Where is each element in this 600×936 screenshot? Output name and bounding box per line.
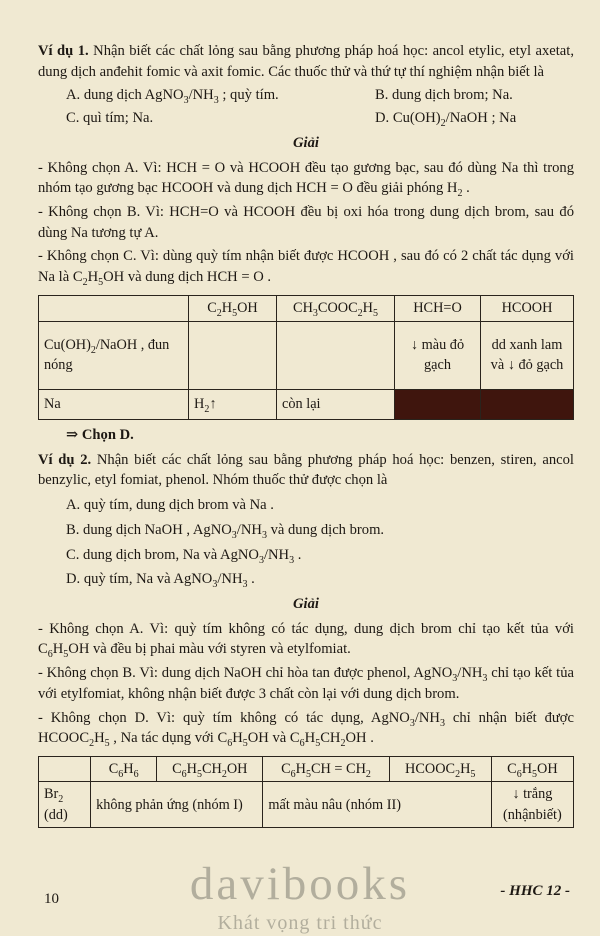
example1-options-row1 (38, 85, 574, 106)
page-number: 10 (44, 890, 59, 907)
example1-table-row-cuoh2 (39, 321, 574, 389)
example1-table (38, 295, 574, 420)
example2-option-d: D. quỳ tím, Na và $AgNO_3/NH_3$ . (66, 571, 255, 591)
redacted-cell (481, 389, 574, 419)
example2-table-header-row (39, 756, 574, 781)
watermark-slogan-text: Khát vọng tri thức (217, 912, 383, 934)
table-header-cell-phenol: $C_6H_5OH$ (491, 756, 573, 781)
table-header-cell-hcho: HCH=O (395, 295, 481, 321)
table-cell-reagent: Na (39, 389, 189, 419)
example1-reject-c: - Không chọn C. Vì: dùng quỳ tím nhận biết được HCOOH , sau đó có 2 chất tác dụng với Na là $C_2H_5OH$ và dung dịch HCH = O . (38, 248, 574, 289)
table-header-cell-hcooh: HCOOH (481, 295, 574, 321)
example2-option-b: B. dung dịch NaOH , $AgNO_3/NH_3$ và dung dịch brom. (66, 521, 385, 541)
table-header-cell-empty (39, 295, 189, 321)
example1-reject-b: - Không chọn B. Vì: HCH=O và HCOOH đều bị oxi hóa trong dung dịch brom, sau đó dùng Na tương tự A. (38, 204, 574, 241)
watermark-brand-text: davibooks (189, 858, 411, 911)
table-header-cell-c2h5oh: $C_2H_5OH$ (189, 295, 277, 321)
example2-intro-text: Nhận biết các chất lỏng sau bằng phương pháp hoá học: benzen, stiren, ancol benzylic, etyl fomiat, phenol. Nhóm thuốc thử được chọn là (38, 451, 574, 489)
example2-reject-d: - Không chọn D. Vì: quỳ tím không có tác dụng, $AgNO_3/NH_3$ chỉ nhận biết được $HCOOC_2H_5$ , Na tác dụng với $C_6H_5OH$ và $C_6H_5CH_2OH$ . (38, 709, 574, 750)
example2-reject-b: - Không chọn B. Vì: dung dịch NaOH chỉ hòa tan được phenol, $AgNO_3/NH_3$ chỉ tạo kết tủa với etylfomiat, không nhận biết được 3 chất còn lại với dung dịch brom. (38, 665, 574, 702)
table-cell-h2-gas: $H_2↑$ (189, 389, 277, 419)
example1-table-row-na (39, 389, 574, 419)
example1-answer: ⇒ Chọn D. (66, 426, 134, 443)
table-cell-group2-decolorize: mất màu nâu (nhóm II) (263, 782, 491, 828)
example2-problem (38, 450, 574, 491)
example1-section (38, 41, 574, 446)
example1-option-c: C. quì tím; Na. (66, 110, 154, 127)
example1-solution-heading: Giải (293, 134, 319, 151)
footer-book-code: - HHC 12 - (500, 882, 570, 899)
example1-problem (38, 41, 574, 82)
table-header-cell-benzyl-alcohol: $C_6H_5CH_2OH$ (157, 756, 263, 781)
table-cell-reagent: $Cu(OH)_2$/NaOH , đun nóng (39, 321, 189, 389)
example1-reject-a: - Không chọn A. Vì: HCH = O và HCOOH đều tạo gương bạc, sau đó dùng Na thì trong nhóm tạo gương bạc HCOOH và dung dịch HCH = O đều giải phóng $H_2$ . (38, 159, 574, 200)
table-cell-group1-no-reaction: không phản ứng (nhóm I) (91, 782, 263, 828)
table-cell-white-precipitate: ↓ trắng (nhậnbiết) (491, 782, 573, 828)
table-header-cell-ch3cooc2h5: $CH_3COOC_2H_5$ (277, 295, 395, 321)
example1-options-row2 (38, 108, 574, 129)
example1-option-a: A. dung dịch $AgNO_3/NH_3$ ; quỳ tím. (66, 87, 279, 107)
example1-option-b: B. dung dịch brom; Na. (375, 87, 513, 104)
table-cell (189, 321, 277, 389)
example1-intro-text: Nhận biết các chất lỏng sau bằng phương pháp hoá học: ancol etylic, etyl axetat, dung dịch anđehit fomic và axit fomic. Các thuốc thử và thứ tự thí nghiệm nhận biết là (38, 43, 574, 80)
example2-reject-a: - Không chọn A. Vì: quỳ tím không có tác dụng, dung dịch brom chỉ tạo kết tủa với $C_6H_5OH$ và đều bị phai màu với styren và etylfomiat. (38, 620, 574, 661)
table-cell (277, 321, 395, 389)
table-cell-result-red-precipitate: ↓ màu đỏ gạch (395, 321, 481, 389)
example1-label: Ví dụ 1. (38, 43, 89, 59)
table-cell-reagent-br2: $Br_2$ (dd) (39, 782, 91, 828)
table-header-cell-c6h6: $C_6H_6$ (91, 756, 157, 781)
example2-section (38, 450, 574, 829)
example1-table-header-row (39, 295, 574, 321)
table-header-cell-ethyl-formate: $HCOOC_2H_5$ (389, 756, 491, 781)
table-header-cell-empty (39, 756, 91, 781)
example2-table-row-br2 (39, 782, 574, 828)
example2-table (38, 756, 574, 828)
example1-option-d: D. $Cu(OH)_2$/NaOH ; Na (375, 110, 517, 130)
example2-label: Ví dụ 2. (38, 451, 92, 468)
example2-option-a: A. quỳ tím, dung dịch brom và Na . (66, 497, 274, 514)
example2-option-c: C. dung dịch brom, Na và $AgNO_3/NH_3$ . (66, 546, 302, 566)
table-header-cell-styrene: $C_6H_5CH = CH_2$ (263, 756, 389, 781)
table-cell-result-blue-solution: dd xanh lam và ↓ đỏ gạch (481, 321, 574, 389)
example2-solution-heading: Giải (293, 595, 319, 612)
table-cell-remaining: còn lại (277, 389, 395, 419)
redacted-cell (395, 389, 481, 419)
